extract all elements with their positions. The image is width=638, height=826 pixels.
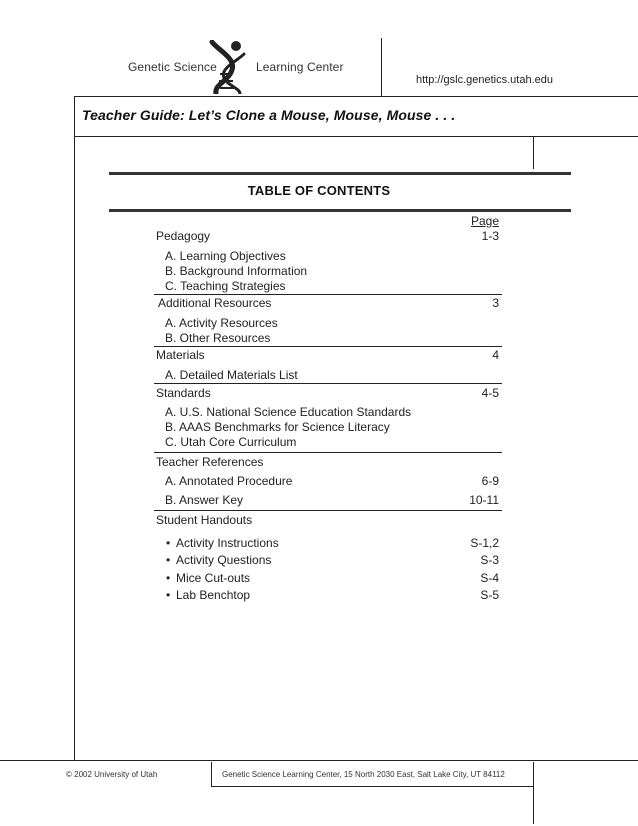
- footer-right-rule: [533, 762, 534, 824]
- footer-bottom-rule: [211, 786, 533, 787]
- toc-item-page: 10-11: [469, 493, 499, 507]
- section-divider: [154, 383, 502, 384]
- section-title-teacher-references: Teacher References: [156, 455, 264, 469]
- toc-item: C. Utah Core Curriculum: [165, 435, 297, 449]
- website-url[interactable]: http://gslc.genetics.utah.edu: [416, 74, 553, 86]
- toc-item: Activity Instructions: [176, 536, 279, 550]
- toc-item: B. AAAS Benchmarks for Science Literacy: [165, 420, 390, 434]
- toc-item: A. Annotated Procedure: [165, 474, 293, 488]
- footer-copyright: © 2002 University of Utah: [66, 770, 158, 779]
- section-page-pedagogy: 1-3: [481, 229, 499, 243]
- section-title-pedagogy: Pedagogy: [156, 229, 211, 243]
- section-title-student-handouts: Student Handouts: [156, 513, 253, 527]
- toc-item: B. Background Information: [165, 264, 308, 278]
- bullet-icon: •: [166, 553, 171, 567]
- footer-divider: [211, 762, 212, 786]
- dna-figure-icon: [206, 40, 252, 94]
- logo-text-learning-center: Learning Center: [256, 60, 344, 74]
- toc-item: Mice Cut-outs: [176, 571, 251, 585]
- toc-item: Activity Questions: [176, 553, 272, 567]
- title-underline-rule: [74, 136, 638, 137]
- toc-item: A. U.S. National Science Education Standards: [165, 405, 412, 419]
- toc-bottom-rule: [109, 209, 571, 212]
- toc-item: B. Other Resources: [165, 331, 271, 345]
- section-title-additional-resources: Additional Resources: [158, 296, 272, 310]
- logo-text-genetic-science: Genetic Science: [128, 60, 217, 74]
- header-vertical-divider: [381, 38, 382, 96]
- toc-item-page: 6-9: [481, 474, 499, 488]
- toc-item-page: S-4: [480, 571, 499, 585]
- toc-item: A. Activity Resources: [165, 316, 278, 330]
- section-title-standards: Standards: [156, 386, 211, 400]
- right-margin-rule: [533, 136, 534, 169]
- bullet-icon: •: [166, 571, 171, 585]
- section-divider: [154, 510, 502, 511]
- guide-title: Teacher Guide: Let’s Clone a Mouse, Mouse, Mouse . . .: [82, 107, 456, 123]
- toc-title: TABLE OF CONTENTS: [247, 183, 391, 198]
- section-page-additional-resources: 3: [492, 296, 499, 310]
- header-horizontal-rule: [74, 96, 638, 97]
- section-title-materials: Materials: [156, 348, 205, 362]
- page-column-header: Page: [470, 214, 499, 228]
- section-page-materials: 4: [492, 348, 499, 362]
- toc-item-page: S-3: [480, 553, 499, 567]
- section-divider: [154, 294, 502, 295]
- footer-address: Genetic Science Learning Center, 15 North 2030 East, Salt Lake City, UT 84112: [222, 770, 505, 779]
- toc-item-page: S-5: [480, 588, 499, 602]
- section-divider: [154, 346, 502, 347]
- toc-item: A. Learning Objectives: [165, 249, 286, 263]
- footer-top-rule: [0, 760, 638, 761]
- toc-item: B. Answer Key: [165, 493, 244, 507]
- section-divider: [154, 452, 502, 453]
- toc-item-page: S-1,2: [470, 536, 499, 550]
- bullet-icon: •: [166, 588, 171, 602]
- section-page-standards: 4-5: [481, 386, 499, 400]
- bullet-icon: •: [166, 536, 171, 550]
- toc-item: A. Detailed Materials List: [165, 368, 298, 382]
- toc-item: C. Teaching Strategies: [165, 279, 286, 293]
- toc-top-rule: [109, 172, 571, 175]
- toc-item: Lab Benchtop: [176, 588, 251, 602]
